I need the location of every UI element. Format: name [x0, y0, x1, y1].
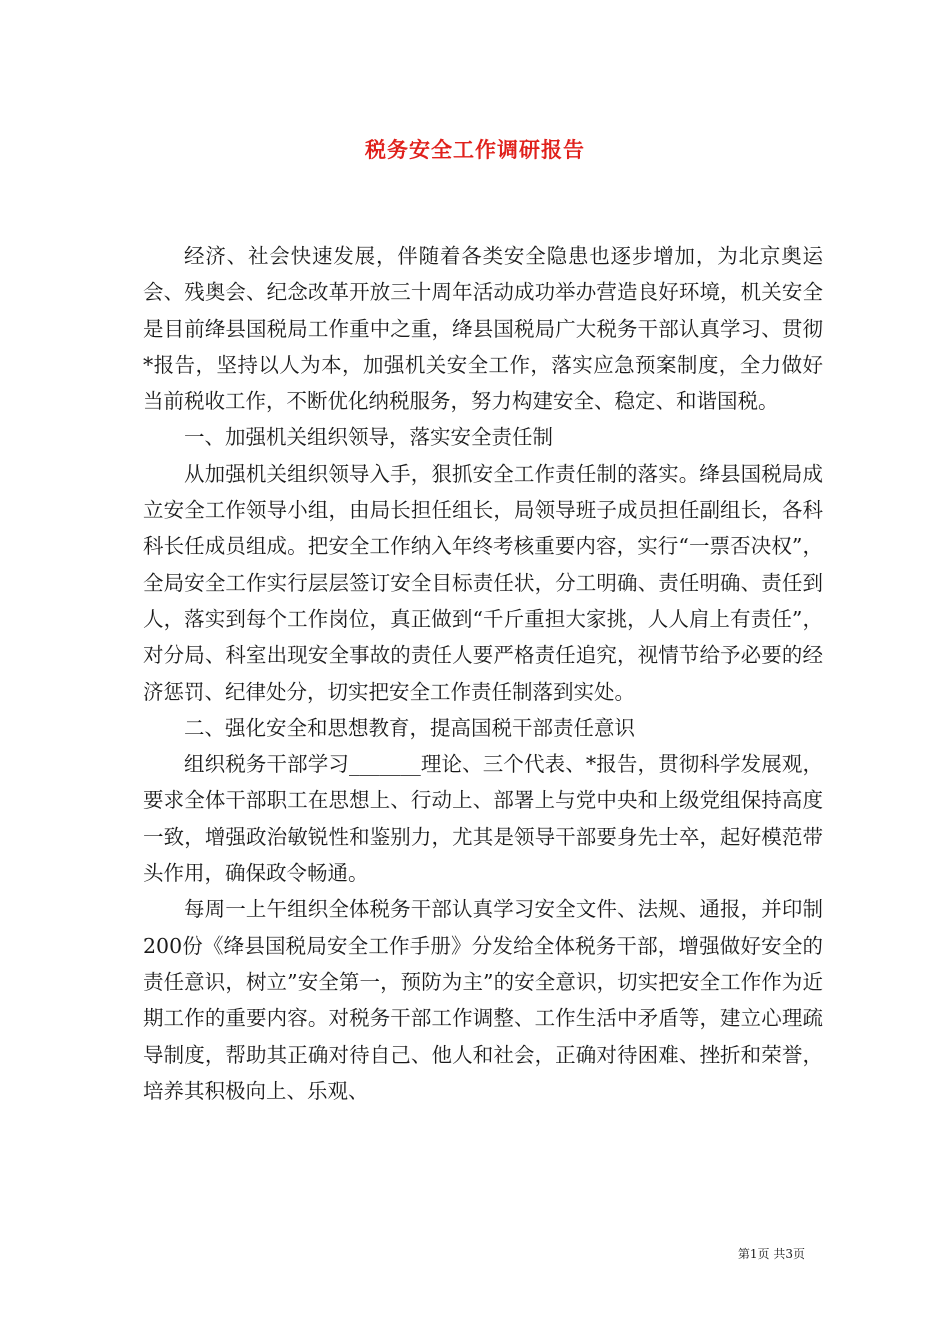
section-heading-2: 二、强化安全和思想教育，提高国税干部责任意识 [184, 715, 635, 740]
section-heading-1: 一、加强机关组织领导，落实安全责任制 [184, 425, 553, 450]
page-number: 第1页 共3页 [737, 1247, 805, 1261]
paragraph-section-1: 从加强机关组织领导入手，狠抓安全工作责任制的落实。绛县国税局成立安全工作领导小组，由局长担任组长，局领导班子成员担任副组长，各科科长任成员组成。把安全工作纳入年终考核重要内容，实行“一票否决权”，全局安全工作实行层层签订安全目标责任状，分工明确、责任明确、责任到人，落实到每个工作岗位，真正做到“千斤重担大家挑，人人肩上有责任”，对分局、科室出现安全事故的责任人要严格责任追究，视情节给予必要的经济惩罚、纪律处分，切实把安全工作责任制落到实处。 [143, 461, 823, 704]
paragraph-section-2b: 每周一上午组织全体税务干部认真学习安全文件、法规、通报，并印制200份《绛县国税局安全工作手册》分发给全体税务干部，增强做好安全的责任意识，树立”安全第一，预防为主”的安全意识，切实把安全工作作为近期工作的重要内容。对税务干部工作调整、工作生活中矛盾等，建立心理疏导制度，帮助其正确对待自己、他人和社会，正确对待困难、挫折和荣誉，培养其积极向上、乐观、 [143, 897, 823, 1103]
paragraph-intro: 经济、社会快速发展，伴随着各类安全隐患也逐步增加，为北京奥运会、残奥会、纪念改革开放三十周年活动成功举办营造良好环境，机关安全是目前绛县国税局工作重中之重，绛县国税局广大税务干部认真学习、贯彻*报告，坚持以人为本，加强机关安全工作，落实应急预案制度，全力做好当前税收工作，不断优化纳税服务，努力构建安全、稳定、和谐国税。 [143, 244, 823, 414]
document-body [143, 238, 823, 1109]
paragraph-section-2a: 组织税务干部学习_______理论、三个代表、*报告，贯彻科学发展观，要求全体干部职工在思想上、行动上、部署上与党中央和上级党组保持高度一致，增强政治敏锐性和鉴别力，尤其是领导干部要身先士卒，起好模范带头作用，确保政令畅通。 [143, 752, 823, 886]
document-title: 税务安全工作调研报告 [365, 137, 585, 162]
